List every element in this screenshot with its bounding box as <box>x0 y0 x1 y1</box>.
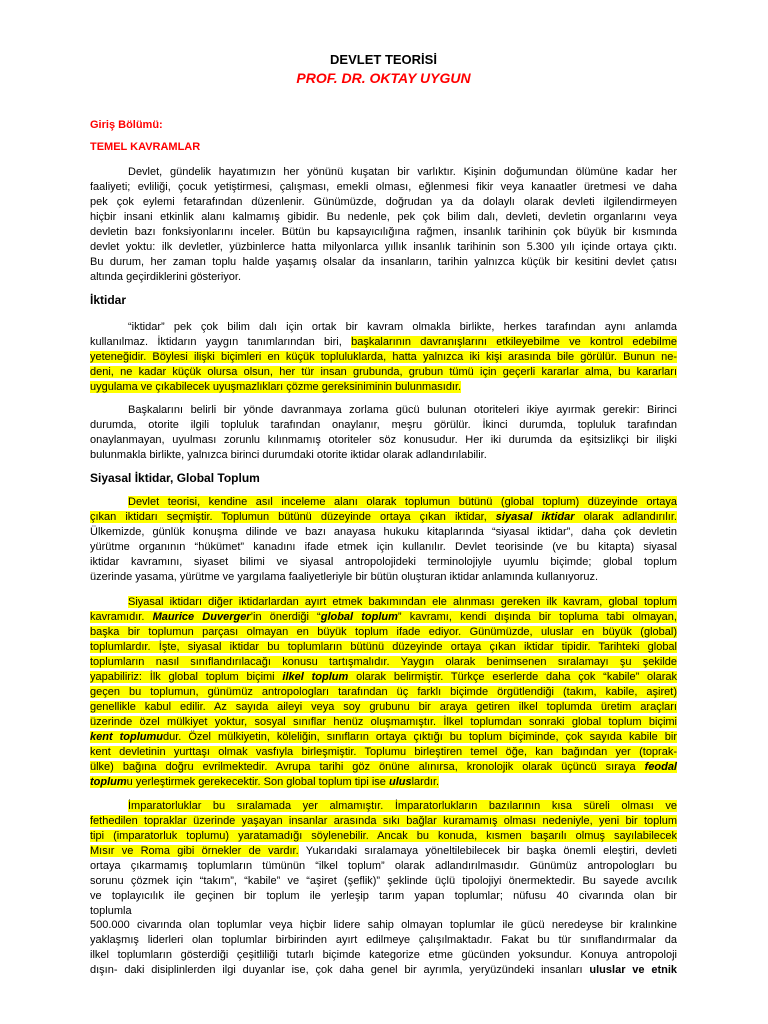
text-line <box>90 640 677 655</box>
text-run: dışın- daki disiplinlerden ilgi duyanlar ise, çok daha genel bir ayrımla, yeryüzündeki insanları <box>90 963 590 976</box>
text-run: devlet yoktu: ilk devletler, yüzbinlerce hatta milyonlarca yıllık insanlık tarihinin son 5.300 yılı içinde ortaya çıktı. <box>90 240 677 253</box>
text-line <box>90 799 677 814</box>
text-run: altında geçirdiklerini gösteriyor. <box>90 270 242 283</box>
text-run: devletin bazı fonksiyonlarını inceler. Bütün bu kapsayıcılığına rağmen, insanlık tarihinin çok büyük bir kısmında <box>90 225 677 238</box>
highlighted-text: uygulama ve çıkabilecek uyuşmazlıkları çözme gereksiniminin bulunmasıdır. <box>90 380 462 393</box>
text-line <box>90 760 677 775</box>
text-run: ortaya çıkarmamış toplumların tümünün “ilkel toplum” olarak adlandırılmasıdır. Günümüz antropologları bu <box>90 859 677 872</box>
highlighted-text: u yerleştirmek gerekecektir. Son global toplum tipi ise <box>126 775 389 788</box>
text-run: hiçbir insani etkinlik alanı kalmamış gibidir. Bu nedenle, pek çok bilim dalı, devleti, devletin organlarını veya <box>90 210 677 223</box>
document-title: DEVLET TEORİSİ <box>330 52 437 67</box>
paragraph-siniflandirma <box>90 918 677 978</box>
text-line <box>90 745 677 760</box>
text-line <box>90 670 677 685</box>
highlighted-text: olarak belirmiştir. Türkçe eserlerde daha çok “kabile” olarak <box>348 670 677 683</box>
text-line <box>90 730 677 745</box>
text-line <box>90 540 677 555</box>
text-line <box>90 240 677 255</box>
text-line <box>90 350 677 365</box>
text-run: yaklaşmış liderleri olan toplumlar birbirinden ayırt edilmeye çalışılmaktadır. Fakat bu tür sınıflandırmalar da <box>90 933 677 946</box>
text-line <box>90 180 677 195</box>
text-line <box>90 829 677 844</box>
emphasized-text: global toplum <box>320 610 398 623</box>
text-line <box>90 335 677 350</box>
text-line <box>90 495 677 510</box>
text-run: Devlet, gündelik hayatımızın her yönünü kuşatan bir varlıktır. Kişinin doğumundan ölümüne kadar her <box>128 165 677 178</box>
text-line <box>90 418 677 433</box>
emphasized-text: kent toplumu <box>90 730 163 743</box>
heading-iktidar: İktidar <box>90 292 127 307</box>
emphasized-text: siyasal iktidar <box>495 510 575 523</box>
highlighted-text: ” kavramı, kendi dışında bir topluma tabi olmayan, <box>397 610 677 623</box>
text-line <box>90 555 677 570</box>
emphasized-text: Maurice Duverger <box>152 610 251 623</box>
highlighted-text: genellikle kabul edilir. Az sayıda aileyi veya soy grubunu bir araya getiren ilkel toplumda üretim araçları <box>90 700 677 713</box>
text-run: toplumla <box>90 904 132 917</box>
text-line <box>90 320 677 335</box>
highlighted-text: kavramıdır. <box>90 610 153 623</box>
highlighted-text: deni, ne kadar küçük olursa olsun, her tür insan grubunda, grubun tümü için geçerli kararlar alma, bu kararları <box>90 365 677 378</box>
text-run: Bu durum, her zaman toplu halde yaşamış olsalar da insanların, tarihin yalnızca küçük bir kesitini devlet çatısı <box>90 255 677 268</box>
text-line <box>90 933 677 948</box>
text-line <box>90 270 677 285</box>
text-run: iktidar kavramını, siyaset bilimi ve siyasal antropolojideki terminolojiyle uyumlu biçimde; global toplum <box>90 555 677 568</box>
text-run: ve toplayıcılık ile geçinen bir toplum ile yerleşip tarım yapan toplumlar; nüfusu 40 civarında olan bir <box>90 889 677 902</box>
highlighted-text: başkalarının davranışlarını etkileyebilme ve kontrol edebilme <box>351 335 677 348</box>
highlighted-text: fethedilen topraklar üzerinde yaşayan insanlar arasında sıkı bağlar kuramamış olması nedeniyle, yeni bir toplum <box>90 814 677 827</box>
text-line <box>90 889 677 904</box>
text-line <box>90 918 677 933</box>
highlighted-text: ülke) bağına doğru evrilmektedir. Avrupa tarihi göz önüne alınırsa, kronolojik olarak üçüncü sıraya <box>90 760 645 773</box>
highlighted-text: başka bir toplumun parçası olmayan en büyük toplum ifade ediyor. Günümüzde, uluslar en büyük (global) <box>90 625 677 638</box>
text-run: yürütme organının “hükümet” kanadını ifade etmek için kullanılır. Devlet teorisinde (ve bu kitapta) siyasal <box>90 540 677 553</box>
text-line <box>90 874 677 889</box>
text-line <box>90 365 677 380</box>
text-line <box>90 195 677 210</box>
text-line <box>90 963 677 978</box>
text-run: kullanılmaz. İktidarın yaygın tanımlarından biri, <box>90 335 352 348</box>
highlighted-text: üzerinde özel mülkiyet yoktur, sosyal sınıflar henüz oluşmamıştır. İlkel toplumdan sonraki global toplum biçimi <box>90 715 677 728</box>
text-run: Başkalarını belirli bir yönde davranmaya zorlama gücü bulunan otoriteleri ikiye ayırmak gerekir: Birinci <box>128 403 677 416</box>
paragraph-otorite <box>90 403 677 463</box>
highlighted-text: İmparatorluklar bu sıralamada yer almamıştır. İmparatorlukların bazılarının kısa süreli olması ve <box>128 799 677 812</box>
text-run: üzerinde yasama, yürütme ve yargılama faaliyetleriyle bir bütün oluşturan iktidar anlamında kullanıyoruz. <box>90 570 599 583</box>
paragraph-devlet-teorisi <box>90 495 677 585</box>
paragraph-global-toplum <box>90 595 677 790</box>
highlighted-text: tipi (imparatorluk toplumu) yaratamadığı söylenebilir. Ancak bu konuda, kısmen başarılı olmuş sayılabilecek <box>90 829 677 842</box>
emphasized-text: toplum <box>90 775 127 788</box>
paragraph-imparatorluklar <box>90 799 677 919</box>
text-line <box>90 225 677 240</box>
text-run: faaliyeti; evliliği, çocuk yetiştirmesi, çalışması, emekli olması, eğlenmesi fikir veya kanaatler üretmesi ve daha <box>90 180 677 193</box>
text-line <box>90 715 677 730</box>
text-line <box>90 700 677 715</box>
highlighted-text: Siyasal iktidarı diğer iktidarlardan ayırt etmek bakımından ele alınması gereken ilk kavram, global toplum <box>128 595 677 608</box>
text-line <box>90 448 677 463</box>
highlighted-text: yapabiliriz: İlk global toplum biçimi <box>90 670 283 683</box>
text-line <box>90 165 677 180</box>
text-run: Ülkemizde, günlük konuşma dilinde ve bazı anayasa hukuku kitaplarında “siyasal iktidar”, daha çok devletin <box>90 525 677 538</box>
text-run: bulunmakla birlikte, yalnızca birinci durumdaki otorite iktidar olarak adlandırılabilir. <box>90 448 487 461</box>
section-label: Giriş Bölümü: <box>90 118 163 131</box>
highlighted-text: Devlet teorisi, kendine asıl inceleme alanı olarak toplumun bütünü (global toplum) düzeyinde ortaya <box>128 495 677 508</box>
emphasized-text: ilkel toplum <box>282 670 349 683</box>
text-line <box>90 433 677 448</box>
text-line <box>90 685 677 700</box>
text-line <box>90 610 677 625</box>
text-line <box>90 380 677 395</box>
text-run: ilkel toplumların gösterdiği çeşitliliği tutarlı biçimde kategorize etme gücünden yoksundur. Konuya antropoloji <box>90 948 677 961</box>
text-run: durumda, otorite ilgili topluluk tarafından onaylanır, meşru görülür. İkinci durumda, topluluk tarafından <box>90 418 677 431</box>
highlighted-text: ’in önerdiği “ <box>250 610 321 623</box>
highlighted-text: lardır. <box>411 775 440 788</box>
text-line <box>90 525 677 540</box>
text-line <box>90 625 677 640</box>
text-line <box>90 510 677 525</box>
paragraph-devlet-intro <box>90 165 677 285</box>
highlighted-text: çıkan iktidarı seçmiştir. Toplumun bütünü düzeyinde ortaya çıkan iktidar, <box>90 510 496 523</box>
text-line <box>90 210 677 225</box>
text-line <box>90 904 677 919</box>
emphasized-text: uluslar ve etnik <box>589 963 677 976</box>
text-run: sorunu çözmek için “takım”, “kabile” ve “aşiret (şeflik)” şeklinde üçlü tipolojiyi önermektedir. Bu sayede avcılık <box>90 874 677 887</box>
text-line <box>90 859 677 874</box>
text-line <box>90 255 677 270</box>
text-run: 500.000 civarında olan toplumlar veya hiçbir lidere sahip olmayan toplumlar ile gücü neredeyse bir kralınkine <box>90 918 677 931</box>
section-title: TEMEL KAVRAMLAR <box>90 140 201 153</box>
text-line <box>90 844 677 859</box>
text-run: Yukarıdaki sıralamaya yöneltilebilecek bir başka önemli eleştiri, devleti <box>298 844 677 857</box>
text-line <box>90 655 677 670</box>
highlighted-text: yeteneğidir. Böylesi ilişki biçimleri en küçük topluluklarda, hatta yalnızca iki kişi arasında bile görülür. Bunun ne- <box>90 350 677 363</box>
text-run: onaylanmayan, uyulması zorunlu kılınmamış otoriteler söz konusudur. Her iki durumda da eşitsizlikçi bir ilişki <box>90 433 677 446</box>
emphasized-text: feodal <box>644 760 677 773</box>
text-line <box>90 775 677 790</box>
highlighted-text: olarak adlandırılır. <box>574 510 677 523</box>
highlighted-text: toplumların nasıl sınıflandırılacağı konusu tartışmalıdır. Yaygın olarak benimsenen sıralamayı şu şekilde <box>90 655 677 668</box>
highlighted-text: dur. Özel mülkiyetin, köleliğin, sınıfların ortaya çıktığı bu toplum biçiminde, çok sayıda kabile bir <box>163 730 677 743</box>
highlighted-text: geçen bu toplumun, günümüz antropologları tarafından üç farklı biçimde örgütlendiği (takım, kabile, aşiret) <box>90 685 677 698</box>
text-run: pek çok eylemi fetarafından düzenlenir. Günümüzde, doğrudan ya da dolaylı olarak devleti ilgilendirmeyen <box>90 195 677 208</box>
text-line <box>90 948 677 963</box>
author-name: PROF. DR. OKTAY UYGUN <box>296 69 471 86</box>
highlighted-text: toplumlardır. İşte, siyasal iktidar bu toplumların bütünü düzeyinde ortaya çıkan iktidar tipidir. Tarihteki global <box>90 640 677 653</box>
text-line <box>90 403 677 418</box>
text-line <box>90 814 677 829</box>
text-run: “iktidar” pek çok bilim dalı için ortak bir kavram olmakla birlikte, herkes tarafından aynı anlamda <box>128 320 677 333</box>
emphasized-text: ulus <box>388 775 412 788</box>
text-line <box>90 595 677 610</box>
paragraph-iktidar-definition <box>90 320 677 395</box>
highlighted-text: kent devletinin yurttaşı olmak vasfıyla birleşmiştir. Toplumu birleştiren temel öğe, kan bağından yer (toprak- <box>90 745 677 758</box>
highlighted-text: Mısır ve Roma gibi örnekler de vardır. <box>90 844 299 857</box>
heading-siyasal-iktidar: Siyasal İktidar, Global Toplum <box>90 470 260 485</box>
text-line <box>90 570 677 585</box>
